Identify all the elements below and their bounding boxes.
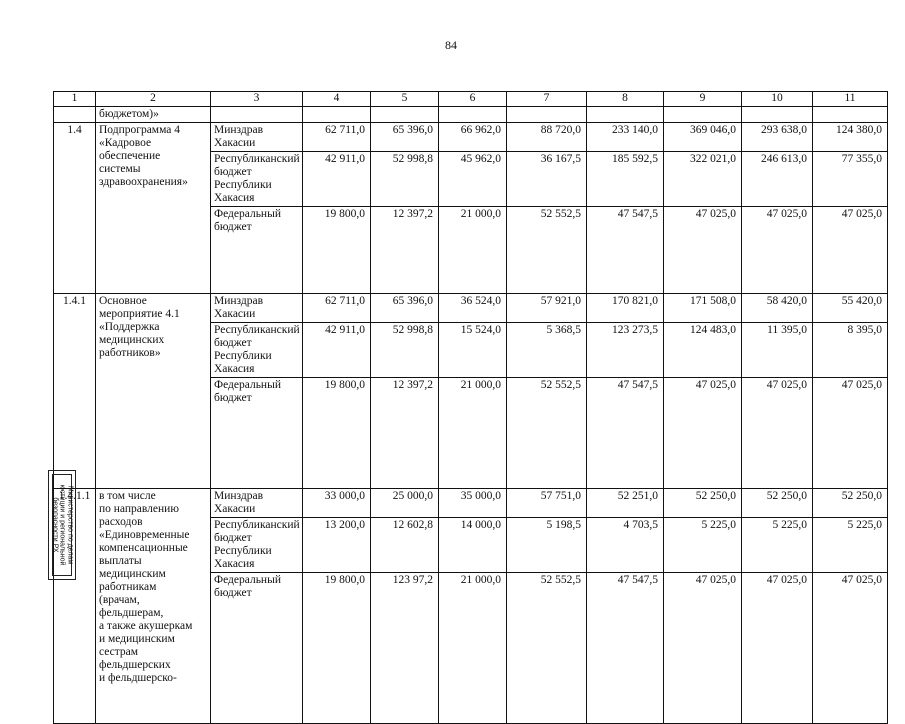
value-cell: 124 483,0	[664, 323, 742, 378]
column-header: 5	[371, 92, 439, 107]
value-cell: 21 000,0	[439, 207, 507, 294]
column-header: 8	[587, 92, 664, 107]
value-cell: 62 711,0	[303, 123, 371, 152]
value-cell: 47 547,5	[587, 207, 664, 294]
value-cell: 322 021,0	[664, 152, 742, 207]
header-row	[54, 92, 888, 107]
row-name: Основное мероприятие 4.1 «Поддержка медицинских работников»	[96, 294, 211, 489]
value-cell: 293 638,0	[742, 123, 813, 152]
row-code: 1.4	[54, 123, 96, 294]
value-cell: 5 225,0	[813, 518, 888, 573]
value-cell: 35 000,0	[439, 489, 507, 518]
value-cell: 47 025,0	[813, 207, 888, 294]
value-cell: 19 800,0	[303, 573, 371, 724]
value-cell: 52 250,0	[742, 489, 813, 518]
value-cell: 12 397,2	[371, 207, 439, 294]
value-cell: 5 198,5	[507, 518, 587, 573]
value-cell: 42 911,0	[303, 323, 371, 378]
value-cell: 185 592,5	[587, 152, 664, 207]
value-cell: 369 046,0	[664, 123, 742, 152]
table-row	[54, 489, 888, 518]
code-cell	[54, 107, 96, 123]
value-cell: 14 000,0	[439, 518, 507, 573]
value-cell: 12 602,8	[371, 518, 439, 573]
value-cell: 47 025,0	[813, 573, 888, 724]
value-cell: 170 821,0	[587, 294, 664, 323]
column-header: 10	[742, 92, 813, 107]
funding-source: Федеральный бюджет	[211, 207, 303, 294]
budget-table	[53, 91, 888, 724]
official-stamp-icon	[48, 470, 76, 580]
value-cell: 5 225,0	[742, 518, 813, 573]
value-cell: 21 000,0	[439, 573, 507, 724]
value-cell: 21 000,0	[439, 378, 507, 489]
value-cell: 47 547,5	[587, 378, 664, 489]
funding-source: Федеральный бюджет	[211, 378, 303, 489]
column-header: 6	[439, 92, 507, 107]
value-cell: 123 273,5	[587, 323, 664, 378]
value-cell: 52 552,5	[507, 573, 587, 724]
value-cell: 52 998,8	[371, 152, 439, 207]
page-number: 84	[445, 38, 457, 52]
value-cell: 65 396,0	[371, 123, 439, 152]
value-cell: 47 025,0	[664, 207, 742, 294]
column-header: 9	[664, 92, 742, 107]
value-cell: 65 396,0	[371, 294, 439, 323]
value-cell: 47 025,0	[742, 207, 813, 294]
value-cell: 52 998,8	[371, 323, 439, 378]
value-cell: 8 395,0	[813, 323, 888, 378]
value-cell: 171 508,0	[664, 294, 742, 323]
row-code: 1.4.1	[54, 294, 96, 489]
value-cell: 52 251,0	[587, 489, 664, 518]
column-header: 7	[507, 92, 587, 107]
continuation-row	[54, 107, 888, 123]
funding-source: Федеральный бюджет	[211, 573, 303, 724]
value-cell: 52 250,0	[813, 489, 888, 518]
value-cell: 36 524,0	[439, 294, 507, 323]
funding-source: Республиканский бюджет Республики Хакасия	[211, 518, 303, 573]
value-cell: 47 025,0	[664, 573, 742, 724]
table-row	[54, 294, 888, 323]
value-cell: 47 025,0	[742, 573, 813, 724]
funding-source: Минздрав Хакасии	[211, 489, 303, 518]
value-cell: 62 711,0	[303, 294, 371, 323]
value-cell: 77 355,0	[813, 152, 888, 207]
value-cell: 19 800,0	[303, 207, 371, 294]
value-cell: 47 547,5	[587, 573, 664, 724]
table-row	[54, 123, 888, 152]
row-name: Подпрограмма 4 «Кадровое обеспечение системы здравоохранения»	[96, 123, 211, 294]
value-cell: 47 025,0	[813, 378, 888, 489]
value-cell: 5 225,0	[664, 518, 742, 573]
value-cell: 55 420,0	[813, 294, 888, 323]
value-cell: 123 97,2	[371, 573, 439, 724]
funding-source: Минздрав Хакасии	[211, 294, 303, 323]
value-cell: 57 751,0	[507, 489, 587, 518]
column-header: 1	[54, 92, 96, 107]
value-cell: 233 140,0	[587, 123, 664, 152]
value-cell: 124 380,0	[813, 123, 888, 152]
value-cell: 57 921,0	[507, 294, 587, 323]
funding-source: Республиканский бюджет Республики Хакасия	[211, 152, 303, 207]
value-cell: 246 613,0	[742, 152, 813, 207]
row-name: в том числе по направлению расходов «Единовременные компенсационные выплаты медицинским работникам (врачам, фельдшерам, а также акушеркам и медицинским сестрам фельдшерских и фельдшерско-	[96, 489, 211, 724]
value-cell: 47 025,0	[742, 378, 813, 489]
row-code: 1.4.1.1	[54, 489, 96, 724]
value-cell: 5 368,5	[507, 323, 587, 378]
value-cell: 19 800,0	[303, 378, 371, 489]
funding-source: Минздрав Хакасии	[211, 123, 303, 152]
value-cell: 52 552,5	[507, 207, 587, 294]
value-cell: 33 000,0	[303, 489, 371, 518]
value-cell: 47 025,0	[664, 378, 742, 489]
value-cell: 36 167,5	[507, 152, 587, 207]
column-header: 11	[813, 92, 888, 107]
value-cell: 15 524,0	[439, 323, 507, 378]
stamp-text: Министерство по делам юстиции и региональной безопасности РХ	[51, 484, 74, 566]
value-cell: 42 911,0	[303, 152, 371, 207]
value-cell: 11 395,0	[742, 323, 813, 378]
value-cell: 52 552,5	[507, 378, 587, 489]
value-cell: 66 962,0	[439, 123, 507, 152]
column-header: 3	[211, 92, 303, 107]
continuation-text: бюджетом)»	[96, 107, 211, 123]
value-cell: 25 000,0	[371, 489, 439, 518]
column-header: 2	[96, 92, 211, 107]
value-cell: 4 703,5	[587, 518, 664, 573]
value-cell: 58 420,0	[742, 294, 813, 323]
funding-source: Республиканский бюджет Республики Хакасия	[211, 323, 303, 378]
value-cell: 88 720,0	[507, 123, 587, 152]
value-cell: 45 962,0	[439, 152, 507, 207]
column-header: 4	[303, 92, 371, 107]
value-cell: 52 250,0	[664, 489, 742, 518]
value-cell: 13 200,0	[303, 518, 371, 573]
value-cell: 12 397,2	[371, 378, 439, 489]
